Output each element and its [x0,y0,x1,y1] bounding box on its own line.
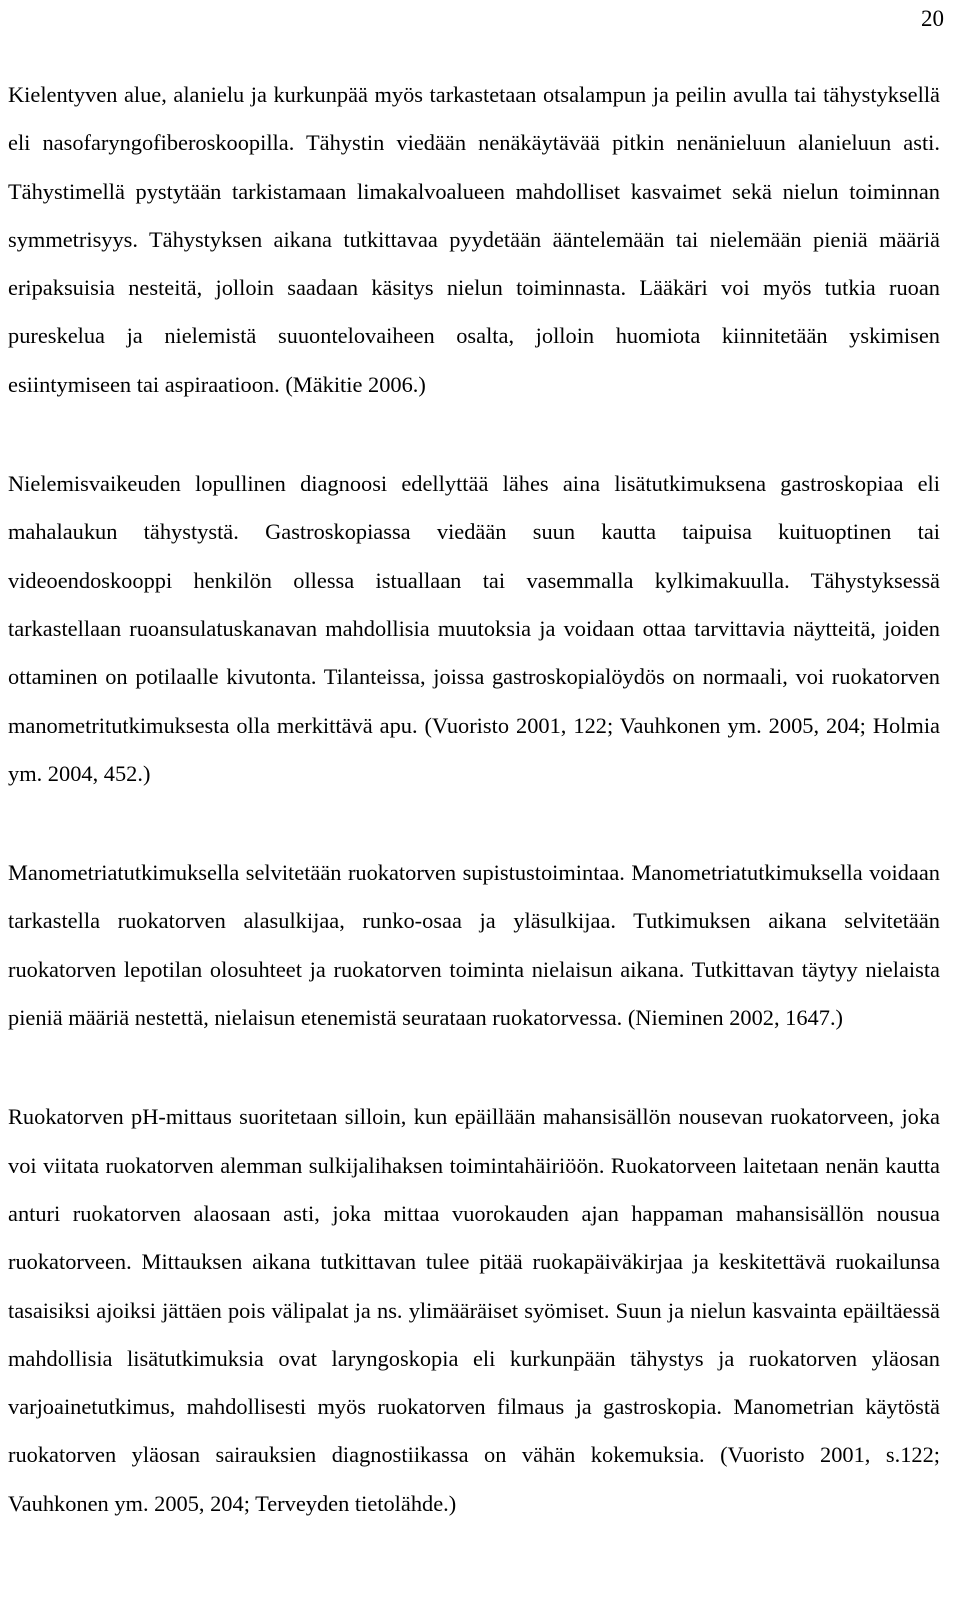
document-body [8,71,940,1528]
page-number: 20 [921,6,944,31]
paragraph-manometry: Manometriatutkimuksella selvitetään ruokatorven supistustoimintaa. Manometriatutkimuksella voidaan tarkastella ruokatorven alasulkijaa, runko-osaa ja yläsulkijaa. Tutkimuksen aikana selvitetään ruokatorven lepotilan olosuhteet ja ruokatorven toiminta nielaisun aikana. Tutkittavan täytyy nielaista pieniä määriä nestettä, nielaisun etenemistä seurataan ruokatorvessa. (Nieminen 2002, 1647.) [8,860,940,1031]
paragraph-ph-measurement: Ruokatorven pH-mittaus suoritetaan silloin, kun epäillään mahansisällön nousevan ruokatorveen, joka voi viitata ruokatorven alemman sulkijalihaksen toimintahäiriöön. Ruokatorveen laitetaan nenän kautta anturi ruokatorven alaosaan asti, joka mittaa vuorokauden ajan happaman mahansisällön nousua ruokatorveen. Mittauksen aikana tutkittavan tulee pitää ruokapäiväkirjaa ja keskitettävä ruokailunsa tasaisiksi ajoiksi jättäen pois välipalat ja ns. ylimääräiset syömiset. Suun ja nielun kasvainta epäiltäessä mahdollisia lisätutkimuksia ovat laryngoskopia eli kurkunpään tähystys ja ruokatorven yläosan varjoainetutkimus, mahdollisesti myös ruokatorven filmaus ja gastroskopia. Manometrian käytöstä ruokatorven yläosan sairauksien diagnostiikassa on vähän kokemuksia. (Vuoristo 2001, s.122; Vauhkonen ym. 2005, 204; Terveyden tietolähde.) [8,1104,940,1516]
paragraph-examination: Kielentyven alue, alanielu ja kurkunpää myös tarkastetaan otsalampun ja peilin avulla tai tähystyksellä eli nasofaryngofiberoskoopilla. Tähystin viedään nenäkäytävää pitkin nenänieluun alanieluun asti. Tähystimellä pystytään tarkistamaan limakalvoalueen mahdolliset kasvaimet sekä nielun toiminnan symmetrisyys. Tähystyksen aikana tutkittavaa pyydetään ääntelemään tai nielemään pieniä määriä eripaksuisia nesteitä, jolloin saadaan käsitys nielun toiminnasta. Lääkäri voi myös tutkia ruoan pureskelua ja nielemistä suuontelovaiheen osalta, jolloin huomiota kiinnitetään yskimisen esiintymiseen tai aspiraatioon. (Mäkitie 2006.) [8,82,940,397]
paragraph-gastroscopy: Nielemisvaikeuden lopullinen diagnoosi edellyttää lähes aina lisätutkimuksena gastroskopiaa eli mahalaukun tähystystä. Gastroskopiassa viedään suun kautta taipuisa kuituoptinen tai videoendoskooppi henkilön ollessa istuallaan tai vasemmalla kylkimakuulla. Tähystyksessä tarkastellaan ruoansulatuskanavan mahdollisia muutoksia ja voidaan ottaa tarvittavia näytteitä, joiden ottaminen on potilaalle kivutonta. Tilanteissa, joissa gastroskopialöydös on normaali, voi ruokatorven manometritutkimuksesta olla merkittävä apu. (Vuoristo 2001, 122; Vauhkonen ym. 2005, 204; Holmia ym. 2004, 452.) [8,471,940,786]
